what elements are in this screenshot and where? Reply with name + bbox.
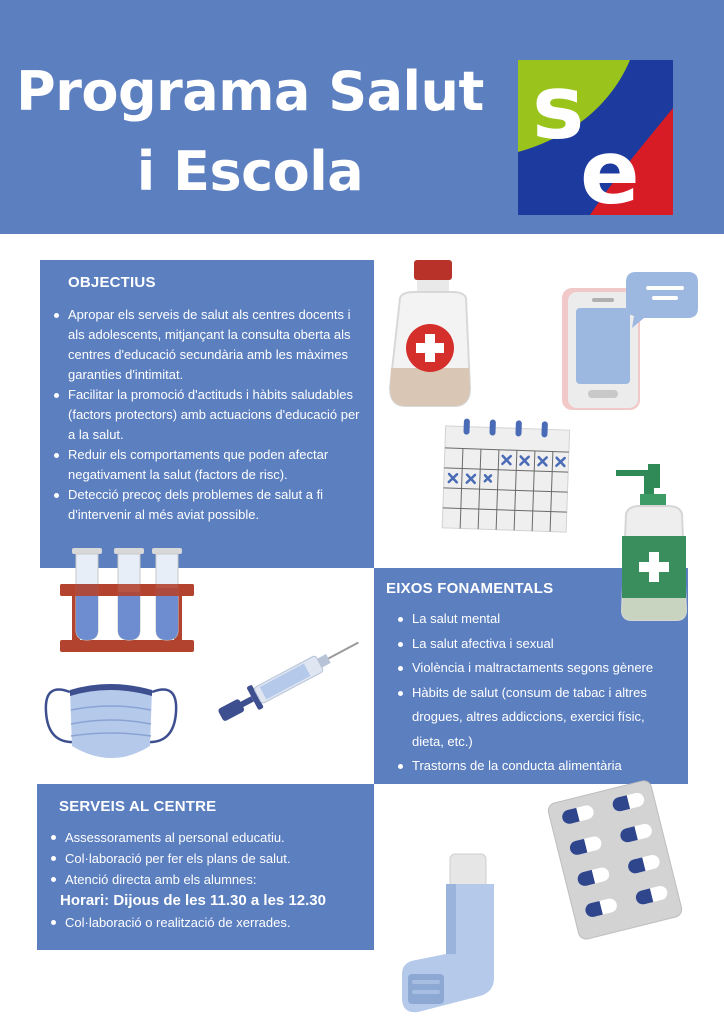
list-item: La salut afectiva i sexual (396, 632, 678, 657)
list-item: Apropar els serveis de salut als centres docents i als adolescents, mitjançant la consulta oberta als centres d'educació secundària amb les màximes garanties d'intimitat. (52, 305, 364, 385)
objectius-panel (40, 260, 374, 568)
list-item: Violència i maltractaments segons gènere (396, 656, 678, 681)
list-item: Col·laboració o realització de xerrades. (49, 912, 364, 933)
title-line-2: i Escola (136, 140, 364, 203)
hand-sanitizer-icon (614, 460, 694, 622)
logo-letter-s: s (532, 60, 585, 159)
pill-blister-icon (540, 780, 690, 940)
list-item: Hàbits de salut (consum de tabac i altres drogues, altres addiccions, exercici físic, dieta, etc.) (396, 681, 678, 755)
logo-letter-e: e (580, 121, 640, 215)
title-line-1: Programa Salut (16, 60, 484, 123)
serveis-list-end (49, 912, 364, 933)
syringe-icon (204, 630, 368, 732)
list-item: La salut mental (396, 607, 678, 632)
page-title (0, 52, 500, 212)
inhaler-icon (398, 850, 502, 1014)
horari-schedule: Horari: Dijous de les 11.30 a les 12.30 (60, 892, 326, 909)
header-banner (0, 0, 724, 234)
list-item: Facilitar la promoció d'actituds i hàbits saludables (factors protectors) amb actuacions d'educació per a la salut. (52, 385, 364, 445)
objectius-list (52, 305, 364, 525)
serveis-heading: SERVEIS AL CENTRE (59, 798, 217, 815)
objectius-heading: OBJECTIUS (68, 274, 156, 291)
phone-chat-icon (560, 268, 700, 412)
eixos-list (396, 607, 678, 779)
serveis-list (49, 827, 364, 890)
calendar-icon (440, 418, 572, 534)
eixos-heading: EIXOS FONAMENTALS (386, 580, 554, 597)
salut-escola-logo-icon (518, 60, 673, 215)
list-item: Col·laboració per fer els plans de salut. (49, 848, 364, 869)
list-item: Trastorns de la conducta alimentària (396, 754, 678, 779)
test-tubes-icon (56, 544, 198, 654)
serveis-panel (37, 784, 374, 950)
list-item: Reduir els comportaments que poden afectar negativament la salut (factors de risc). (52, 445, 364, 485)
list-item: Detecció precoç dels problemes de salut a fi d'intervenir al més aviat possible. (52, 485, 364, 525)
medicine-bottle-icon (384, 258, 476, 410)
face-mask-icon (40, 662, 182, 770)
list-item: Atenció directa amb els alumnes: (49, 869, 364, 890)
list-item: Assessoraments al personal educatiu. (49, 827, 364, 848)
